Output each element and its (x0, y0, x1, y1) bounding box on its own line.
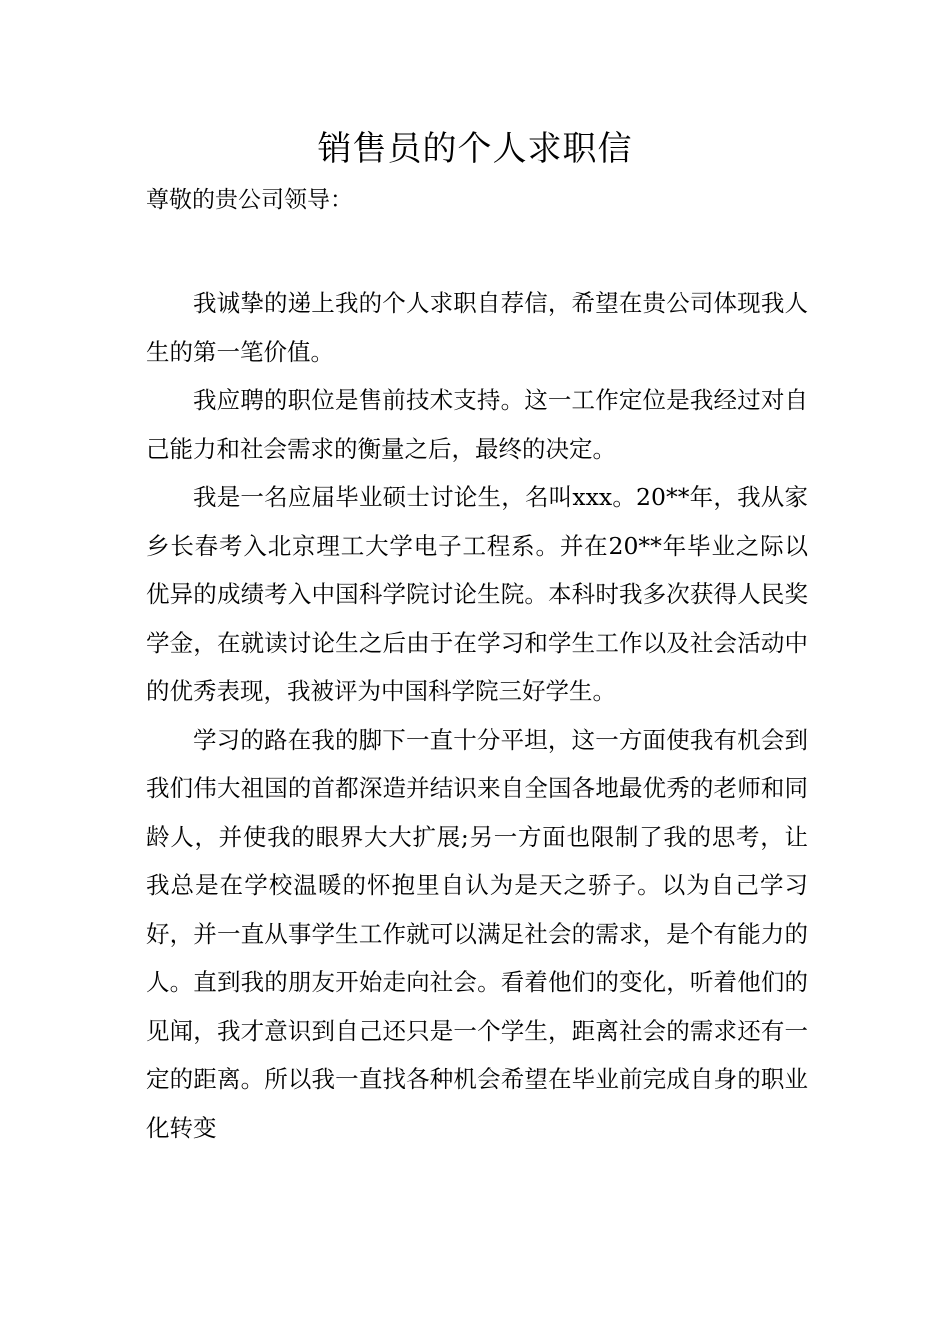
paragraph: 我是一名应届毕业硕士讨论生，名叫xxx。20**年，我从家乡长春考入北京理工大学电子工程系。并在20**年毕业之际以优异的成绩考入中国科学院讨论生院。本科时我多次获得人民奖学金，在就读讨论生之后由于在学习和学生工作以及社会活动中的优秀表现，我被评为中国科学院三好学生。 (146, 483, 808, 705)
paragraph: 我应聘的职位是售前技术支持。这一工作定位是我经过对自己能力和社会需求的衡量之后，最终的决定。 (146, 386, 808, 463)
paragraph: 我诚挚的递上我的个人求职自荐信，希望在贵公司体现我人生的第一笔价值。 (146, 289, 808, 366)
paragraph: 学习的路在我的脚下一直十分平坦，这一方面使我有机会到我们伟大祖国的首都深造并结识来自全国各地最优秀的老师和同龄人，并使我的眼界大大扩展;另一方面也限制了我的思考，让我总是在学校温暖的怀抱里自认为是天之骄子。以为自己学习好，并一直从事学生工作就可以满足社会的需求，是个有能力的人。直到我的朋友开始走向社会。看着他们的变化，听着他们的见闻，我才意识到自己还只是一个学生，距离社会的需求还有一定的距离。所以我一直找各种机会希望在毕业前完成自身的职业化转变 (146, 725, 808, 1142)
document-title: 销售员的个人求职信 (317, 129, 633, 169)
letter-body (146, 279, 808, 1152)
salutation: 尊敬的贵公司领导： (146, 187, 353, 213)
